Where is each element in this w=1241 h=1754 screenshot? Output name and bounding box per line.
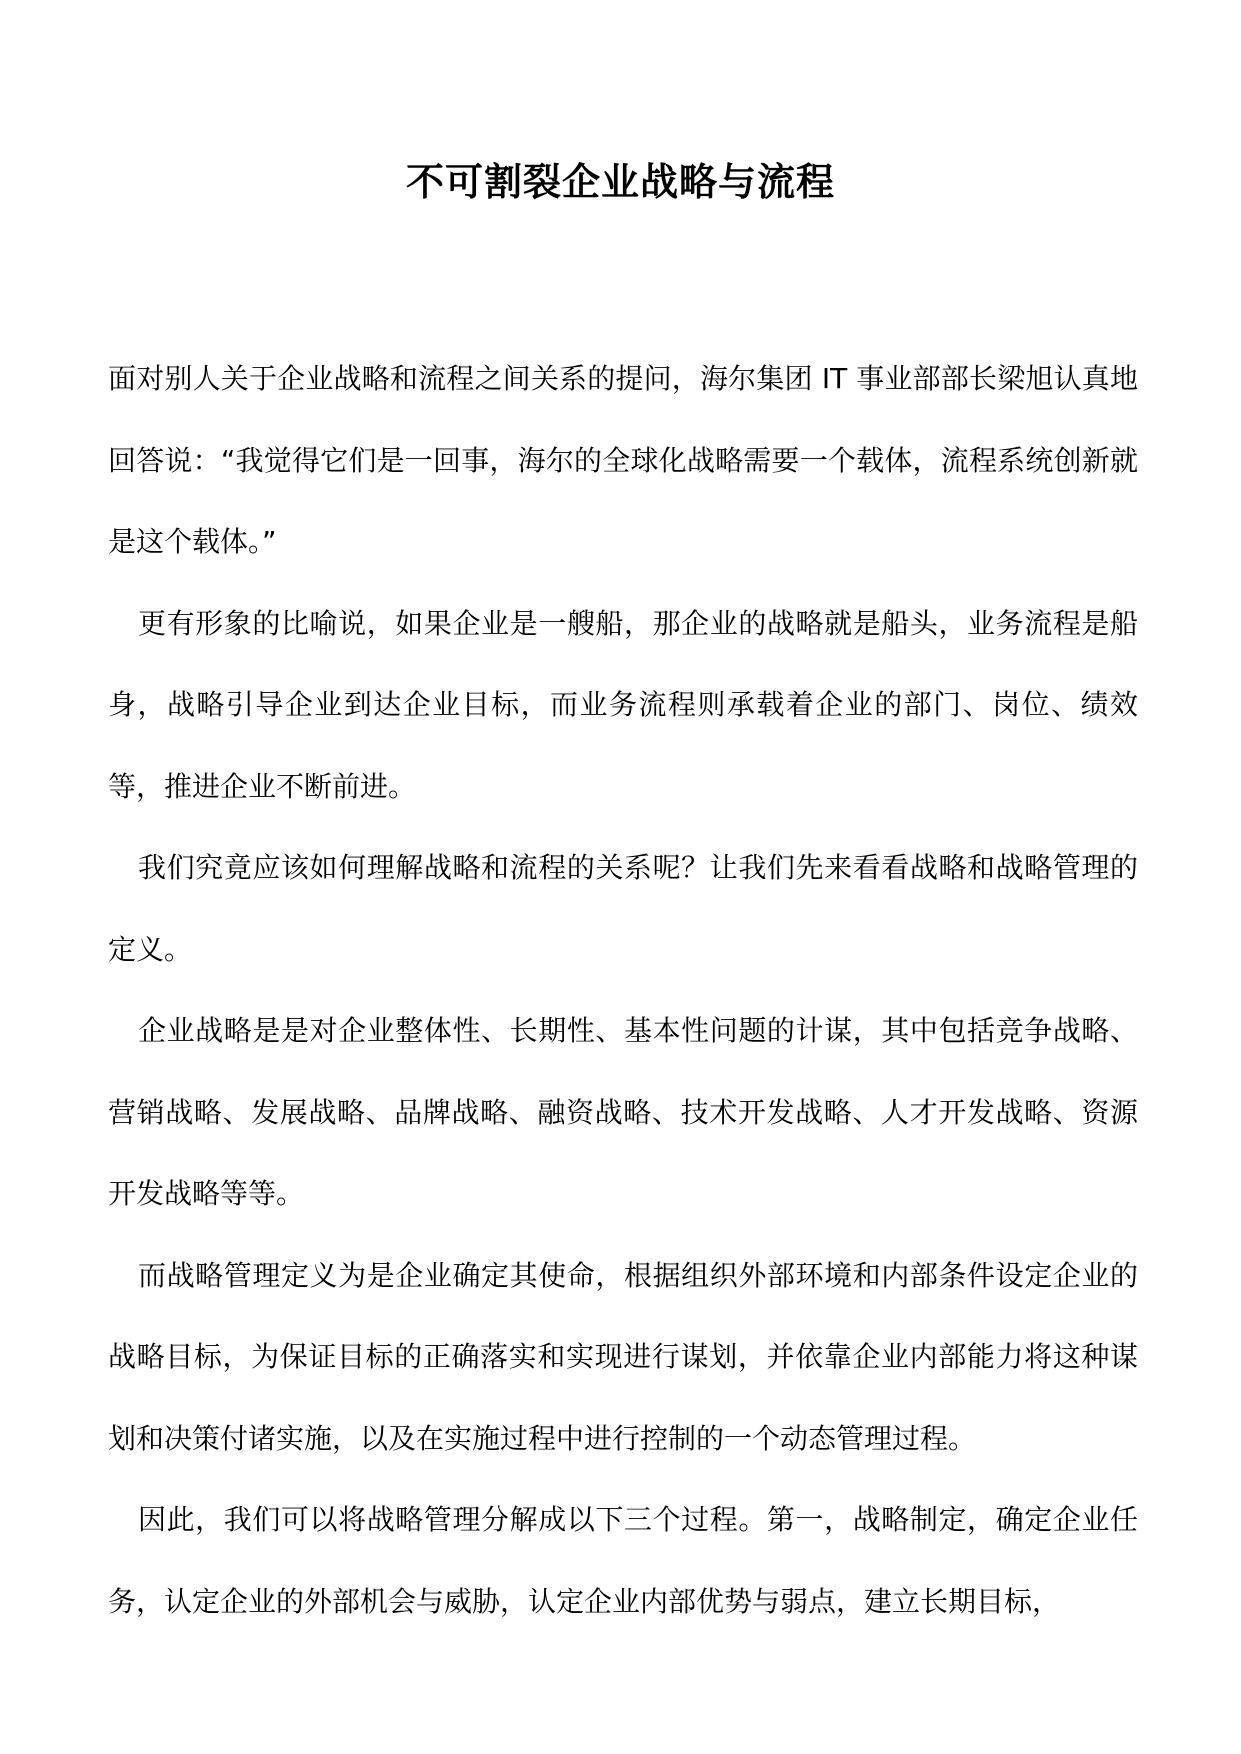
paragraph-6: 因此，我们可以将战略管理分解成以下三个过程。第一，战略制定，确定企业任务，认定企业的外部机会与威胁，认定企业内部优势与弱点，建立长期目标， [108,1503,1138,1618]
paragraph-1: 面对别人关于企业战略和流程之间关系的提问，海尔集团 IT 事业部部长梁旭认真地回答说：“我觉得它们是一回事，海尔的全球化战略需要一个载体，流程系统创新就是这个载体。” [108,362,1138,558]
paragraph-2: 更有形象的比喻说，如果企业是一艘船，那企业的战略就是船头，业务流程是船身，战略引导企业到达企业目标，而业务流程则承载着企业的部门、岗位、绩效等，推进企业不断前进。 [108,606,1138,803]
paragraph-5: 而战略管理定义为是企业确定其使命，根据组织外部环境和内部条件设定企业的战略目标，为保证目标的正确落实和实现进行谋划，并依靠企业内部能力将这种谋划和决策付诸实施，以及在实施过程中进行控制的一个动态管理过程。 [108,1258,1138,1455]
paragraph-4: 企业战略是是对企业整体性、长期性、基本性问题的计谋，其中包括竞争战略、营销战略、发展战略、品牌战略、融资战略、技术开发战略、人才开发战略、资源开发战略等等。 [108,1014,1138,1210]
document-body [108,338,1138,1642]
document-title: 不可割裂企业战略与流程 [405,159,835,204]
paragraph-3: 我们究竟应该如何理解战略和流程的关系呢？让我们先来看看战略和战略管理的定义。 [108,851,1138,966]
